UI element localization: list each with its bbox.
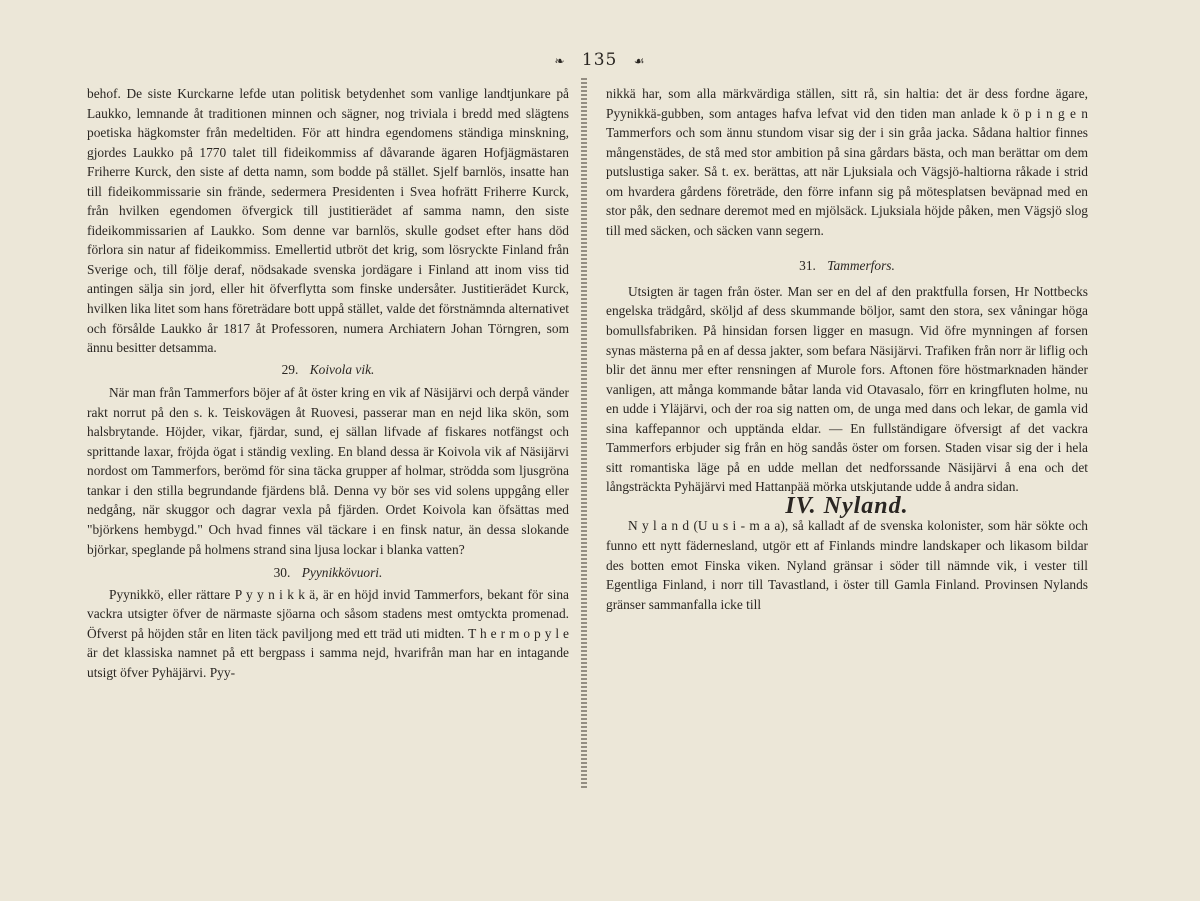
paragraph-continuation: behof. De siste Kurckarne lefde utan politisk betydenhet som vanlige landtjunkare på Laukko, lemnande åt traditionen minnen och sägner, nog triviala i bredd med slägtens poetiska hägkomster från medeltiden. För att hindra egendomens ständiga minskning, gjordes Laukko på 1770 talet till fideikommiss af dåvarande ägaren Hofjägmästaren Friherre Kurck, den siste af detta namn, som bodde på stället. Sjelf barnlös, insatte han till fideikommissarie sin frände, sedermera Presidenten i Svea hofrätt Friherre Kurck, från hvilken egendomen öfvergick till justitierädet af samma namn, den siste fideikommissarien af Laukko. Som denne var barnlös, skulle godset efter hans död förlora sin natur af fideikommiss. Emellertid utbröt det krig, som lösryckte Finland från Sverige och, till följe deraf, nödsakade svenska jordägare i Finland att inom viss tid antingen sälja sin jord, eller hit öfverflytta som finske undersåter. Justitierädet Kurck, hvilken lika litet som hans företrädare bott uppå stället, valde det förstnämnda alternativet och försålde Laukko år 1817 åt Professoren, numera Archiatern Johan Törngren, som ännu besitter detsamma. <box>87 86 569 356</box>
column-divider <box>581 78 587 788</box>
section-heading-30 <box>87 563 569 583</box>
section-heading-31 <box>606 256 1088 276</box>
paragraph-continuation: nikkä har, som alla märkvärdiga ställen, sitt rå, sin haltia: det är dess fordne ägare, Pyynikkä-gubben, som antages hafva lefvat vid den tiden man anlade k ö p i n g e n Tammerfors och som ännu stundom visar sig der i sin gråa jacka. Sådana haltior finnes mångenstädes, de stå med stor ambition på sina gårdars bästa, och man berättar om dem putslustiga saker. Så t. ex. berättas, att när Ljuksiala och Vägsjö-haltiorna råkade i strid om hvardera gårdens företräde, den förre infann sig på mötesplatsen beväpnad med en stor påk, den sednare deremot med en mjölsäck. Ljuksiala höjde påken, men Vägsjö slog till med säcken, och säcken vann segern. <box>606 86 1088 238</box>
section-title: Tammerfors. <box>827 258 895 274</box>
left-column <box>87 84 569 682</box>
section-title: Koivola vik. <box>309 361 375 377</box>
chapter-title: IV. Nyland. <box>785 492 909 519</box>
page-header <box>0 50 1200 70</box>
section-number: 30. <box>273 565 291 581</box>
page-number: 135 <box>581 50 618 70</box>
section-title: Pyynikkövuori. <box>301 565 383 581</box>
ornament-right: ☙ <box>633 53 646 68</box>
section-text-30: Pyynikkö, eller rättare P y y n i k k ä, är en höjd invid Tammerfors, bekant för sina vackra utsigter öfver de närmaste sjöarna och såsom stadens mest omtyckta promenad. Öfverst på höjden står en liten täck paviljong med ett träd uti midten. T h e r m o p y l e är det klassiska namnet på ett bergpass i samma nejd, hvarifrån man har en intagande utsigt öfver Pyhäjärvi. Pyy- <box>87 586 569 680</box>
section-number: 29. <box>281 361 299 377</box>
section-number: 31. <box>799 258 816 274</box>
chapter-text: N y l a n d (U u s i - m a a), så kalladt af de svenska kolonister, som här sökte och funno ett nytt fädernesland, utgör ett af Finlands mindre landskaper och likasom bildar des botten emot Finska viken. Nyland gränsar i söder till nämnde vik, i vester till Egentliga Finland, i norr till Tavastland, i öster till Gamla Finland. Provinsen Nylands gränser sammanfalla icke till <box>606 518 1088 612</box>
ornament-left: ❧ <box>554 53 566 68</box>
section-heading-29 <box>87 360 569 380</box>
section-text-31: Utsigten är tagen från öster. Man ser en del af den praktfulla forsen, Hr Nottbecks engelska trädgård, sköljd af dess skummande böljor, samt den stora, sex våningar höga bomullsfabriken. På hinsidan forsen ligger en masugn. Vid öfre mynningen af forsen synas mästerna på en af dessa jakter, som befara Näsijärvi. Trafiken från norr är liflig och blir det ännu mer efter rensningen af Murole fors. Aftonen före höstmarknaden händer vanligen, att många kommande båtar landa vid Otavasalo, förr en kringfluten holme, nu en udde i Yläjärvi, och der roa sig natten om, de unga med dans och lekar, de gamla vid sina kaffepannor och upptända eldar. — En fullständigare öfversigt af det vackra Tammerfors erbjuder sig från en hög sandås öster om forsen. Staden visar sig der i hela sitt romantiska läge på en udde mellan det nedforssande Näsijärvi å ena och det långsträckta Pyhäjärvi med Hattanpää mörka utskjutande udde å andra sidan. <box>606 283 1088 495</box>
section-text-29: När man från Tammerfors böjer af åt öster kring en vik af Näsijärvi och derpå vänder rakt norrut på den s. k. Teiskovägen åt Ruovesi, passerar man en nejd lika skön, som halsbrytande. Höjder, vikar, fjärdar, sund, ej sällan lifvade af fiskares notfängst och sprittande laxar, fröjda ögat i ständig vexling. En bland dessa är Koivola vik af Näsijärvi nordost om Tammerfors, berömd för sina täcka grupper af holmar, strödda som ljusgröna tankar i den stilla begrundande fjärdens blå. Denna vy bör ses vid solens uppgång eller nedgång, när skuggor och dagrar vexla på fjärden. Ordet Koivola kan öfsättas med "björkens hembygd." Och hvad finnes väl täckare i en finsk natur, än dessa slokande björkar, speglande på holmens strand sina ljusa lockar i blanka vatten? <box>87 385 569 557</box>
right-column <box>606 84 1088 614</box>
